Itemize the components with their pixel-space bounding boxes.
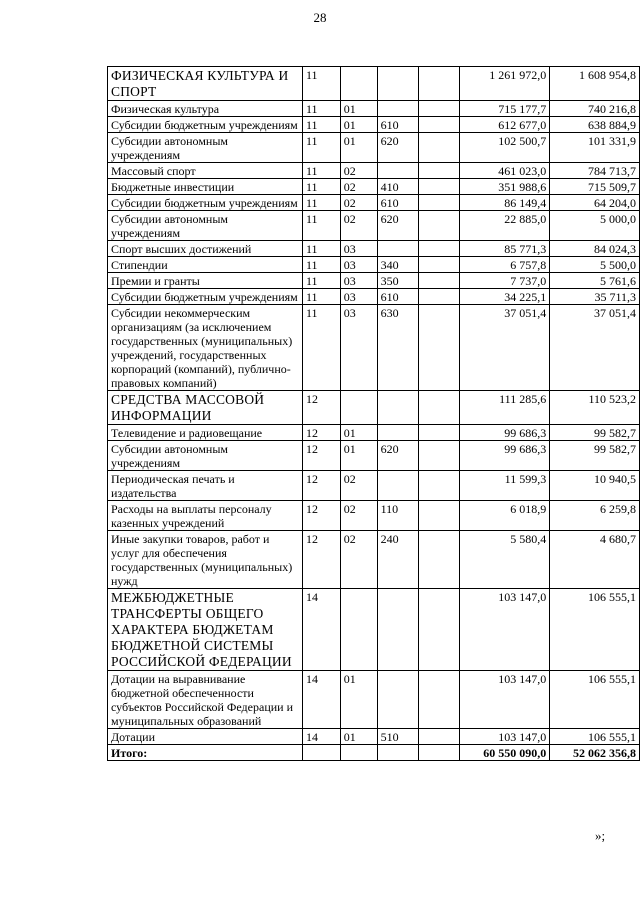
row-value-year2: 10 940,5 [550, 471, 640, 501]
row-expense-type: 510 [377, 729, 418, 745]
row-expense-type: 620 [377, 133, 418, 163]
row-value-year2: 106 555,1 [550, 589, 640, 671]
row-value-year1: 6 018,9 [459, 501, 550, 531]
row-blank [418, 471, 459, 501]
row-name: СРЕДСТВА МАССОВОЙ ИНФОРМАЦИИ [108, 391, 303, 425]
row-subsection-code: 01 [340, 101, 377, 117]
row-subsection-code: 03 [340, 289, 377, 305]
row-value-year1: 102 500,7 [459, 133, 550, 163]
row-section-code: 11 [302, 211, 340, 241]
table-row [108, 241, 640, 257]
table-row [108, 671, 640, 729]
row-name: Субсидии автономным учреждениям [108, 211, 303, 241]
table-row [108, 289, 640, 305]
row-value-year2: 99 582,7 [550, 425, 640, 441]
row-subsection-code: 01 [340, 133, 377, 163]
row-blank [418, 289, 459, 305]
row-value-year2: 5 000,0 [550, 211, 640, 241]
table-row [108, 195, 640, 211]
total-blank [418, 745, 459, 761]
row-value-year1: 461 023,0 [459, 163, 550, 179]
row-expense-type: 610 [377, 195, 418, 211]
row-name: Массовый спорт [108, 163, 303, 179]
row-value-year1: 111 285,6 [459, 391, 550, 425]
row-section-code: 12 [302, 391, 340, 425]
row-section-code: 11 [302, 163, 340, 179]
row-subsection-code: 02 [340, 501, 377, 531]
row-name: Бюджетные инвестиции [108, 179, 303, 195]
row-blank [418, 441, 459, 471]
row-section-code: 11 [302, 305, 340, 391]
page-number: 28 [313, 10, 327, 25]
row-expense-type: 110 [377, 501, 418, 531]
row-section-code: 14 [302, 589, 340, 671]
row-subsection-code: 01 [340, 729, 377, 745]
row-section-code: 12 [302, 441, 340, 471]
row-value-year2: 4 680,7 [550, 531, 640, 589]
row-blank [418, 501, 459, 531]
row-subsection-code: 02 [340, 163, 377, 179]
row-blank [418, 425, 459, 441]
row-name: Субсидии бюджетным учреждениям [108, 195, 303, 211]
row-value-year2: 35 711,3 [550, 289, 640, 305]
row-value-year2: 740 216,8 [550, 101, 640, 117]
total-blank [302, 745, 340, 761]
total-blank [377, 745, 418, 761]
table-row [108, 179, 640, 195]
row-name: Дотации на выравнивание бюджетной обеспеченности субъектов Российской Федерации и муниципальных образований [108, 671, 303, 729]
row-value-year2: 715 509,7 [550, 179, 640, 195]
row-expense-type [377, 241, 418, 257]
row-expense-type: 610 [377, 289, 418, 305]
row-value-year1: 85 771,3 [459, 241, 550, 257]
row-blank [418, 305, 459, 391]
row-value-year1: 1 261 972,0 [459, 67, 550, 101]
table-row [108, 273, 640, 289]
row-expense-type: 620 [377, 441, 418, 471]
total-row [108, 745, 640, 761]
row-value-year2: 64 204,0 [550, 195, 640, 211]
row-blank [418, 391, 459, 425]
row-section-code: 11 [302, 133, 340, 163]
row-value-year1: 34 225,1 [459, 289, 550, 305]
row-section-code: 11 [302, 67, 340, 101]
row-name: Субсидии автономным учреждениям [108, 441, 303, 471]
table-row [108, 531, 640, 589]
row-expense-type: 350 [377, 273, 418, 289]
row-subsection-code: 01 [340, 117, 377, 133]
row-subsection-code: 01 [340, 671, 377, 729]
row-section-code: 11 [302, 273, 340, 289]
row-value-year2: 106 555,1 [550, 729, 640, 745]
row-section-code: 12 [302, 531, 340, 589]
row-name: МЕЖБЮДЖЕТНЫЕ ТРАНСФЕРТЫ ОБЩЕГО ХАРАКТЕРА БЮДЖЕТАМ БЮДЖЕТНОЙ СИСТЕМЫ РОССИЙСКОЙ ФЕДЕРАЦИИ [108, 589, 303, 671]
table-row [108, 67, 640, 101]
row-expense-type: 630 [377, 305, 418, 391]
row-section-code: 14 [302, 729, 340, 745]
row-section-code: 11 [302, 241, 340, 257]
row-section-code: 11 [302, 101, 340, 117]
row-name: ФИЗИЧЕСКАЯ КУЛЬТУРА И СПОРТ [108, 67, 303, 101]
closing-quote: »; [595, 828, 606, 843]
row-subsection-code: 03 [340, 241, 377, 257]
row-value-year1: 6 757,8 [459, 257, 550, 273]
row-blank [418, 531, 459, 589]
row-value-year2: 99 582,7 [550, 441, 640, 471]
row-name: Дотации [108, 729, 303, 745]
row-subsection-code: 02 [340, 211, 377, 241]
row-blank [418, 589, 459, 671]
row-subsection-code: 02 [340, 179, 377, 195]
total-label: Итого: [108, 745, 303, 761]
total-value-year1: 60 550 090,0 [459, 745, 550, 761]
row-expense-type: 610 [377, 117, 418, 133]
row-value-year2: 37 051,4 [550, 305, 640, 391]
row-blank [418, 671, 459, 729]
table-row [108, 391, 640, 425]
row-section-code: 11 [302, 179, 340, 195]
table-row [108, 501, 640, 531]
row-subsection-code: 01 [340, 425, 377, 441]
row-name: Субсидии бюджетным учреждениям [108, 289, 303, 305]
table-row [108, 211, 640, 241]
row-value-year2: 106 555,1 [550, 671, 640, 729]
row-blank [418, 273, 459, 289]
row-expense-type [377, 425, 418, 441]
row-value-year1: 86 149,4 [459, 195, 550, 211]
row-value-year1: 7 737,0 [459, 273, 550, 289]
row-section-code: 12 [302, 471, 340, 501]
table-row [108, 425, 640, 441]
row-value-year1: 5 580,4 [459, 531, 550, 589]
row-value-year2: 101 331,9 [550, 133, 640, 163]
row-section-code: 12 [302, 501, 340, 531]
table-row [108, 729, 640, 745]
row-subsection-code [340, 391, 377, 425]
row-value-year2: 5 761,6 [550, 273, 640, 289]
row-expense-type [377, 471, 418, 501]
row-section-code: 11 [302, 257, 340, 273]
row-value-year2: 110 523,2 [550, 391, 640, 425]
row-section-code: 12 [302, 425, 340, 441]
row-value-year1: 22 885,0 [459, 211, 550, 241]
row-value-year2: 5 500,0 [550, 257, 640, 273]
row-blank [418, 257, 459, 273]
row-section-code: 14 [302, 671, 340, 729]
row-value-year2: 6 259,8 [550, 501, 640, 531]
row-blank [418, 195, 459, 211]
table-row [108, 133, 640, 163]
row-name: Субсидии бюджетным учреждениям [108, 117, 303, 133]
row-name: Расходы на выплаты персоналу казенных учреждений [108, 501, 303, 531]
row-expense-type: 240 [377, 531, 418, 589]
table-row [108, 589, 640, 671]
row-name: Премии и гранты [108, 273, 303, 289]
row-section-code: 11 [302, 289, 340, 305]
row-value-year1: 351 988,6 [459, 179, 550, 195]
row-subsection-code [340, 67, 377, 101]
row-expense-type: 340 [377, 257, 418, 273]
row-value-year1: 103 147,0 [459, 589, 550, 671]
table-row [108, 305, 640, 391]
row-value-year2: 84 024,3 [550, 241, 640, 257]
total-blank [340, 745, 377, 761]
table-row [108, 441, 640, 471]
row-subsection-code: 02 [340, 531, 377, 589]
row-value-year1: 37 051,4 [459, 305, 550, 391]
table-row [108, 163, 640, 179]
row-value-year1: 99 686,3 [459, 425, 550, 441]
row-subsection-code [340, 589, 377, 671]
table-row [108, 257, 640, 273]
row-expense-type: 620 [377, 211, 418, 241]
row-value-year2: 1 608 954,8 [550, 67, 640, 101]
row-blank [418, 101, 459, 117]
row-blank [418, 67, 459, 101]
row-name: Телевидение и радиовещание [108, 425, 303, 441]
row-value-year2: 784 713,7 [550, 163, 640, 179]
row-name: Физическая культура [108, 101, 303, 117]
table-body [108, 67, 640, 761]
row-expense-type [377, 671, 418, 729]
row-blank [418, 163, 459, 179]
table-row [108, 471, 640, 501]
row-subsection-code: 01 [340, 441, 377, 471]
table-row [108, 117, 640, 133]
row-value-year1: 715 177,7 [459, 101, 550, 117]
row-subsection-code: 02 [340, 471, 377, 501]
row-expense-type [377, 101, 418, 117]
row-blank [418, 117, 459, 133]
row-value-year1: 612 677,0 [459, 117, 550, 133]
row-expense-type [377, 163, 418, 179]
row-blank [418, 133, 459, 163]
row-expense-type [377, 67, 418, 101]
row-section-code: 11 [302, 195, 340, 211]
row-name: Периодическая печать и издательства [108, 471, 303, 501]
row-value-year1: 11 599,3 [459, 471, 550, 501]
row-name: Субсидии автономным учреждениям [108, 133, 303, 163]
table-row [108, 101, 640, 117]
row-name: Иные закупки товаров, работ и услуг для обеспечения государственных (муниципальных) нужд [108, 531, 303, 589]
row-subsection-code: 03 [340, 305, 377, 391]
row-value-year2: 638 884,9 [550, 117, 640, 133]
row-value-year1: 99 686,3 [459, 441, 550, 471]
row-subsection-code: 03 [340, 257, 377, 273]
row-name: Стипендии [108, 257, 303, 273]
row-expense-type [377, 391, 418, 425]
row-subsection-code: 02 [340, 195, 377, 211]
row-value-year1: 103 147,0 [459, 671, 550, 729]
row-expense-type: 410 [377, 179, 418, 195]
total-value-year2: 52 062 356,8 [550, 745, 640, 761]
row-expense-type [377, 589, 418, 671]
row-blank [418, 241, 459, 257]
row-blank [418, 211, 459, 241]
row-value-year1: 103 147,0 [459, 729, 550, 745]
budget-table [107, 66, 640, 761]
row-section-code: 11 [302, 117, 340, 133]
row-blank [418, 179, 459, 195]
row-subsection-code: 03 [340, 273, 377, 289]
row-name: Субсидии некоммерческим организациям (за исключением государственных (муниципальных) учреждений, государственных корпораций (компаний), публично-правовых компаний) [108, 305, 303, 391]
row-blank [418, 729, 459, 745]
row-name: Спорт высших достижений [108, 241, 303, 257]
